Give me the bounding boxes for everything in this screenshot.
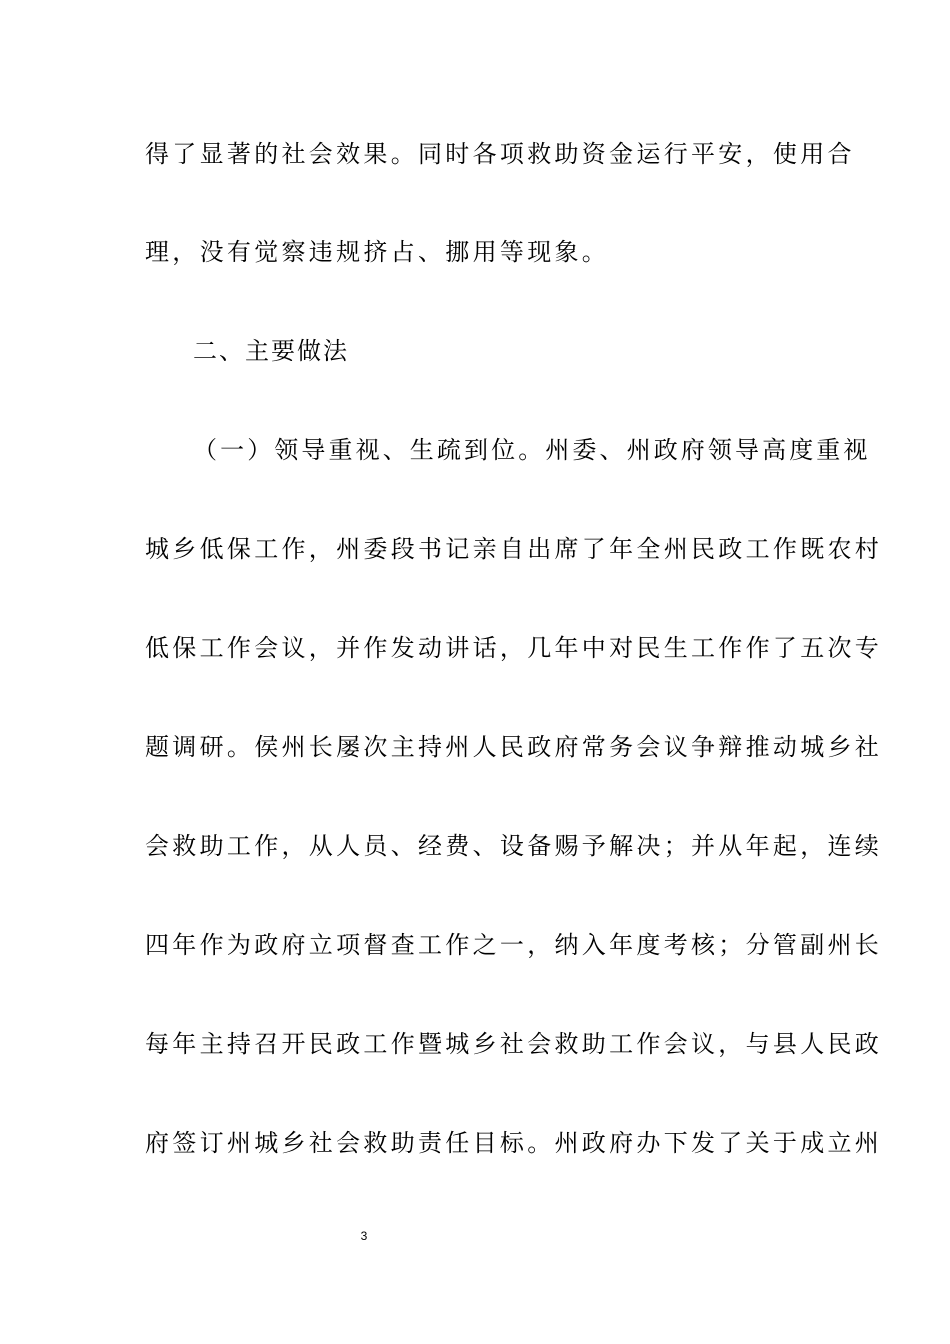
subsection-heading-line: （一）领导重视、生疏到位。州委、州政府领导高度重视 <box>193 436 871 464</box>
page-number: 3 <box>360 1229 368 1243</box>
body-text-line: 四年作为政府立项督查工作之一，纳入年度考核；分管副州长 <box>145 931 883 959</box>
body-text-line: 低保工作会议，并作发动讲话，几年中对民生工作作了五次专 <box>145 634 883 662</box>
body-text-line: 题调研。侯州长屡次主持州人民政府常务会议争辩推动城乡社 <box>145 733 883 761</box>
body-text-line: 城乡低保工作，州委段书记亲自出席了年全州民政工作既农村 <box>145 535 883 563</box>
section-heading: 二、主要做法 <box>193 337 349 365</box>
body-text-line: 得了显著的社会效果。同时各项救助资金运行平安，使用合 <box>145 140 855 168</box>
body-text-line: 理，没有觉察违规挤占、挪用等现象。 <box>145 238 610 266</box>
body-text-line: 府签订州城乡社会救助责任目标。州政府办下发了关于成立州 <box>145 1129 883 1157</box>
body-text-line: 每年主持召开民政工作暨城乡社会救助工作会议，与县人民政 <box>145 1030 883 1058</box>
body-text-line: 会救助工作，从人员、经费、设备赐予解决；并从年起，连续 <box>145 832 883 860</box>
